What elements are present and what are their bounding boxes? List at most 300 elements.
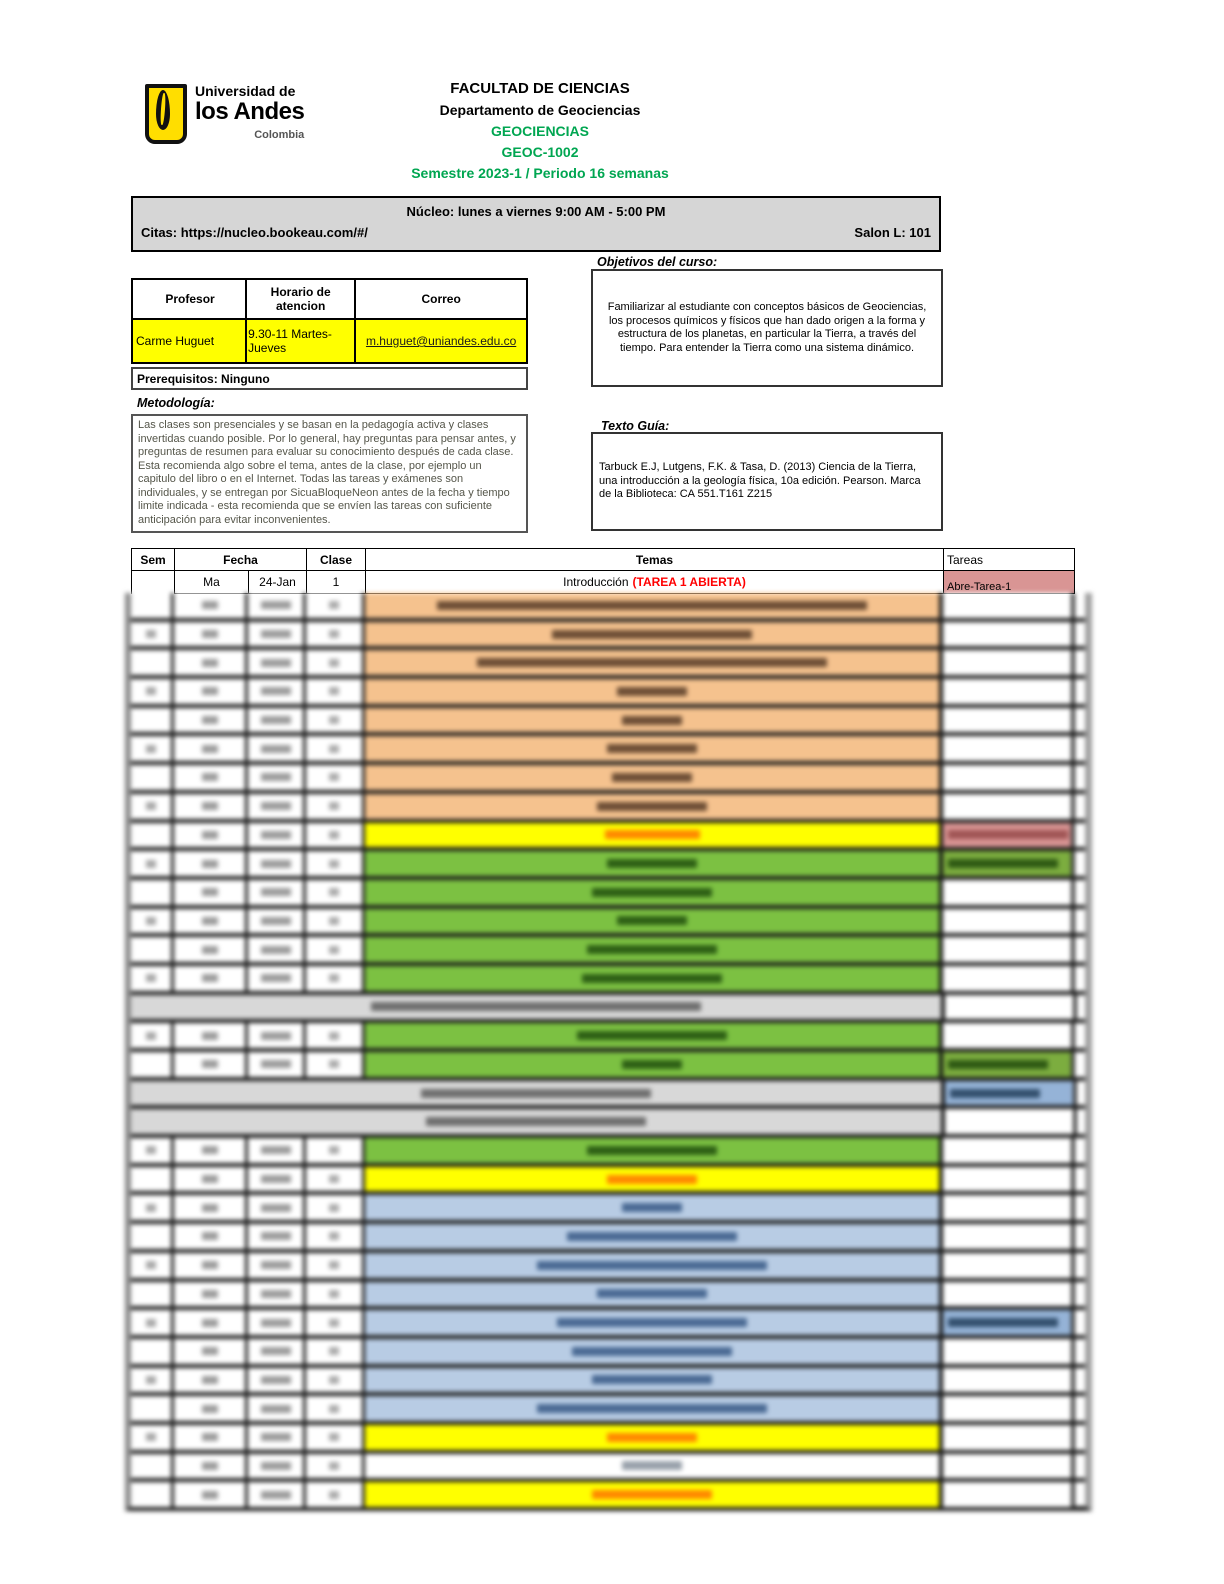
- redacted-cell: [943, 650, 1075, 675]
- redacted-text: [329, 687, 339, 695]
- redacted-text: [552, 630, 752, 639]
- redacted-text: [202, 1433, 218, 1441]
- redacted-cell: [131, 1282, 174, 1307]
- salon-label: Salon L: 101: [854, 225, 931, 240]
- redacted-cell: [365, 622, 943, 647]
- redacted-schedule-row: [131, 1396, 1085, 1425]
- redacted-schedule-row: [131, 1023, 1085, 1052]
- redacted-text: [329, 831, 339, 839]
- redacted-cell: [131, 1224, 174, 1249]
- redacted-text: [261, 831, 291, 839]
- redacted-cell: [131, 1482, 174, 1507]
- redacted-text: [202, 773, 218, 781]
- department-title: Departamento de Geociencias: [439, 102, 641, 118]
- redacted-cell: [943, 1138, 1075, 1163]
- texto-guia-text: Tarbuck E.J, Lutgens, F.K. & Tasa, D. (2013) Ciencia de la Tierra, una introducción a la geología física, 10a edición. Pearson. Marca de la Biblioteca: CA 551.T161 Z215: [599, 461, 921, 501]
- redacted-text: [202, 860, 218, 868]
- redacted-cell: [131, 708, 174, 733]
- objetivos-text: Familiarizar al estudiante con conceptos básicos de Geociencias, los procesos químicos y físicos que han dado origen a la forma y estructura de los planetas, en particular la Tierra, a través del tiempo. Para entender la Tierra como una sistema dinámico.: [607, 301, 927, 354]
- redacted-schedule-row: [131, 1052, 1085, 1081]
- redacted-cell: [365, 765, 943, 790]
- schedule-col-fecha: Fecha: [174, 548, 306, 571]
- schedule-col-sem: Sem: [131, 548, 174, 571]
- redacted-text: [329, 745, 339, 753]
- redacted-cell: [943, 880, 1075, 905]
- redacted-schedule-body: [125, 593, 1092, 1511]
- redacted-cell: [943, 794, 1075, 819]
- redacted-text: [202, 1462, 218, 1470]
- redacted-text: [587, 945, 717, 954]
- redacted-cell: [174, 909, 248, 934]
- redacted-cell: [365, 823, 943, 848]
- redacted-text: [329, 773, 339, 781]
- redacted-schedule-row: [131, 622, 1085, 651]
- logo-line3: Colombia: [254, 129, 305, 141]
- redacted-text: [329, 1032, 339, 1040]
- redacted-cell: [248, 1167, 306, 1192]
- redacted-text: [261, 1175, 291, 1183]
- redacted-cell: [248, 909, 306, 934]
- redacted-text: [261, 1319, 291, 1327]
- redacted-text: [261, 659, 291, 667]
- redacted-cell: [248, 1396, 306, 1421]
- redacted-text: [261, 1347, 291, 1355]
- redacted-cell: [174, 1282, 248, 1307]
- redacted-schedule-row: [131, 1310, 1085, 1339]
- redacted-cell: [248, 966, 306, 991]
- prerequisites-box: Prerequisitos: Ninguno: [131, 367, 528, 390]
- redacted-cell: [131, 1396, 174, 1421]
- redacted-text: [329, 1433, 339, 1441]
- redacted-schedule-rows: [125, 593, 1092, 1511]
- row1-tarea-link[interactable]: Abre-Tarea-1: [943, 571, 1075, 594]
- redacted-cell: [365, 851, 943, 876]
- redacted-text: [146, 745, 156, 753]
- professor-name: Carme Huguet: [132, 319, 246, 363]
- redacted-text: [329, 716, 339, 724]
- redacted-cell: [131, 880, 174, 905]
- redacted-text: [202, 745, 218, 753]
- redacted-text: [146, 974, 156, 982]
- redacted-text: [592, 888, 712, 897]
- redacted-cell: [131, 1253, 174, 1278]
- redacted-cell: [943, 1023, 1075, 1048]
- redacted-cell: [365, 794, 943, 819]
- redacted-cell: [131, 1368, 174, 1393]
- redacted-text: [261, 1204, 291, 1212]
- nucleo-schedule: Núcleo: lunes a viernes 9:00 AM - 5:00 PM: [406, 204, 666, 219]
- redacted-text: [948, 830, 1068, 839]
- redacted-schedule-row: [131, 1167, 1085, 1196]
- redacted-cell: [174, 1138, 248, 1163]
- metodologia-text: Las clases son presenciales y se basan en la pedagogía activa y clases invertidas cuando posible. Por lo general, hay preguntas para pensar antes, y preguntas de resumen para evaluar su conocimiento después de cada clase. Esta recomienda algo sobre el tema, antes de la clase, por ejemplo un capitulo del libro o en el Internet. Todas las tareas y exámenes son individuales, y se entregan por SicuaBloqueNeon antes de la fecha y tiempo limite indicada - esta recomienda que se envíen las tareas con suficiente anticipación para evitar inconvenientes.: [131, 414, 528, 533]
- redacted-text: [557, 1318, 747, 1327]
- redacted-schedule-row: [131, 909, 1085, 938]
- redacted-cell: [306, 1454, 365, 1479]
- redacted-cell: [248, 1310, 306, 1335]
- program-title: GEOCIENCIAS: [490, 123, 589, 139]
- redacted-cell: [174, 1052, 248, 1077]
- professor-email-link[interactable]: m.huguet@uniandes.edu.co: [365, 334, 517, 348]
- redacted-cell: [943, 1167, 1075, 1192]
- redacted-text: [592, 1375, 712, 1384]
- redacted-text: [329, 1319, 339, 1327]
- redacted-text: [329, 659, 339, 667]
- redacted-text: [146, 1032, 156, 1040]
- row1-day: Ma: [174, 571, 248, 594]
- redacted-schedule-row: [131, 823, 1085, 852]
- redacted-cell: [131, 1023, 174, 1048]
- col-correo: Correo: [355, 279, 527, 319]
- redacted-cell: [306, 966, 365, 991]
- redacted-text: [329, 1405, 339, 1413]
- redacted-text: [261, 917, 291, 925]
- redacted-cell: [174, 1167, 248, 1192]
- redacted-text: [592, 1490, 712, 1499]
- redacted-text: [261, 773, 291, 781]
- redacted-cell: [174, 765, 248, 790]
- redacted-text: [202, 802, 218, 810]
- redacted-cell: [174, 679, 248, 704]
- redacted-cell: [248, 708, 306, 733]
- redacted-text: [202, 1261, 218, 1269]
- redacted-text: [597, 802, 707, 811]
- redacted-cell: [306, 1425, 365, 1450]
- schedule-row-1: [131, 571, 1075, 594]
- redacted-text: [617, 916, 687, 925]
- redacted-text: [202, 946, 218, 954]
- redacted-cell: [174, 1195, 248, 1220]
- redacted-text: [261, 1146, 291, 1154]
- redacted-schedule-row: [131, 1138, 1085, 1167]
- redacted-text: [567, 1232, 737, 1241]
- redacted-cell: [365, 1023, 943, 1048]
- redacted-cell: [174, 937, 248, 962]
- redacted-cell: [174, 794, 248, 819]
- redacted-text: [329, 860, 339, 868]
- redacted-text: [622, 1461, 682, 1470]
- redacted-text: [329, 1347, 339, 1355]
- redacted-cell: [131, 765, 174, 790]
- redacted-text: [261, 946, 291, 954]
- redacted-text: [329, 1146, 339, 1154]
- redacted-cell: [248, 1282, 306, 1307]
- redacted-text: [572, 1347, 732, 1356]
- redacted-text: [371, 1002, 701, 1011]
- redacted-text: [582, 974, 722, 983]
- redacted-cell: [943, 1396, 1075, 1421]
- redacted-text: [202, 917, 218, 925]
- redacted-cell: [174, 1454, 248, 1479]
- redacted-schedule-row: [131, 708, 1085, 737]
- redacted-cell: [131, 736, 174, 761]
- redacted-cell: [174, 1023, 248, 1048]
- redacted-cell: [131, 593, 174, 618]
- redacted-cell: [131, 794, 174, 819]
- redacted-text: [261, 1491, 291, 1499]
- redacted-text: [261, 802, 291, 810]
- redacted-cell: [306, 794, 365, 819]
- redacted-cell: [248, 1425, 306, 1450]
- redacted-text: [261, 716, 291, 724]
- redacted-text: [202, 974, 218, 982]
- row1-tema: [365, 571, 943, 594]
- redacted-cell: [174, 650, 248, 675]
- redacted-text: [607, 1175, 697, 1184]
- professor-table: [131, 278, 528, 364]
- schedule-col-tareas: Tareas: [943, 548, 1075, 571]
- redacted-text: [146, 630, 156, 638]
- redacted-text: [261, 1405, 291, 1413]
- redacted-cell: [306, 1138, 365, 1163]
- redacted-cell: [943, 593, 1075, 618]
- redacted-text: [202, 630, 218, 638]
- redacted-cell: [306, 880, 365, 905]
- redacted-cell: [365, 1368, 943, 1393]
- redacted-text: [202, 1175, 218, 1183]
- redacted-schedule-row: [131, 593, 1085, 622]
- redacted-cell: [131, 1081, 945, 1106]
- redacted-cell: [365, 1138, 943, 1163]
- schedule-header-row: [131, 548, 1075, 571]
- redacted-text: [329, 1290, 339, 1298]
- redacted-text: [261, 1376, 291, 1384]
- redacted-text: [329, 1204, 339, 1212]
- redacted-text: [261, 1060, 291, 1068]
- redacted-cell: [174, 851, 248, 876]
- redacted-text: [261, 1290, 291, 1298]
- redacted-cell: [365, 1052, 943, 1077]
- redacted-text: [202, 659, 218, 667]
- redacted-cell: [943, 1052, 1075, 1077]
- redacted-cell: [365, 679, 943, 704]
- redacted-text: [146, 1261, 156, 1269]
- redacted-cell: [306, 1282, 365, 1307]
- redacted-cell: [131, 1425, 174, 1450]
- redacted-text: [202, 1376, 218, 1384]
- redacted-cell: [131, 1310, 174, 1335]
- redacted-cell: [365, 909, 943, 934]
- redacted-cell: [248, 937, 306, 962]
- redacted-cell: [248, 1195, 306, 1220]
- schedule-col-clase: Clase: [306, 548, 365, 571]
- course-code: GEOC-1002: [501, 144, 579, 160]
- redacted-text: [202, 1347, 218, 1355]
- redacted-text: [202, 1405, 218, 1413]
- redacted-text: [261, 1232, 291, 1240]
- redacted-cell: [248, 1339, 306, 1364]
- redacted-text: [261, 1261, 291, 1269]
- redacted-cell: [174, 1224, 248, 1249]
- redacted-cell: [943, 708, 1075, 733]
- redacted-cell: [248, 622, 306, 647]
- redacted-text: [587, 1146, 717, 1155]
- redacted-text: [329, 974, 339, 982]
- objetivos-label: Objetivos del curso:: [597, 255, 718, 269]
- redacted-cell: [248, 1224, 306, 1249]
- redacted-text: [329, 946, 339, 954]
- redacted-cell: [306, 1224, 365, 1249]
- redacted-cell: [174, 736, 248, 761]
- redacted-cell: [306, 1052, 365, 1077]
- redacted-text: [261, 860, 291, 868]
- redacted-cell: [248, 880, 306, 905]
- redacted-cell: [131, 823, 174, 848]
- redacted-cell: [365, 1454, 943, 1479]
- redacted-cell: [943, 1482, 1075, 1507]
- redacted-text: [261, 888, 291, 896]
- redacted-text: [146, 1433, 156, 1441]
- redacted-text: [261, 687, 291, 695]
- redacted-text: [202, 1204, 218, 1212]
- redacted-cell: [174, 1253, 248, 1278]
- redacted-cell: [943, 851, 1075, 876]
- redacted-text: [622, 1060, 682, 1069]
- redacted-text: [329, 601, 339, 609]
- redacted-text: [329, 917, 339, 925]
- redacted-cell: [248, 650, 306, 675]
- redacted-cell: [306, 650, 365, 675]
- redacted-cell: [248, 1368, 306, 1393]
- redacted-schedule-row: [131, 1339, 1085, 1368]
- redacted-text: [146, 1319, 156, 1327]
- redacted-text: [202, 888, 218, 896]
- redacted-text: [950, 1089, 1040, 1098]
- redacted-cell: [306, 937, 365, 962]
- redacted-cell: [131, 1052, 174, 1077]
- redacted-text: [146, 802, 156, 810]
- redacted-cell: [306, 708, 365, 733]
- redacted-schedule-row: [131, 966, 1085, 995]
- redacted-cell: [174, 593, 248, 618]
- redacted-cell: [131, 622, 174, 647]
- redacted-text: [329, 1491, 339, 1499]
- redacted-cell: [306, 1482, 365, 1507]
- redacted-cell: [131, 1195, 174, 1220]
- redacted-cell: [943, 1310, 1075, 1335]
- redacted-cell: [131, 1454, 174, 1479]
- redacted-cell: [174, 1368, 248, 1393]
- redacted-cell: [174, 622, 248, 647]
- redacted-cell: [943, 1253, 1075, 1278]
- redacted-cell: [365, 1224, 943, 1249]
- redacted-cell: [943, 765, 1075, 790]
- redacted-cell: [365, 1253, 943, 1278]
- redacted-schedule-row: [131, 1454, 1085, 1483]
- redacted-cell: [174, 708, 248, 733]
- logo-line2: los Andes: [195, 98, 305, 125]
- redacted-cell: [248, 851, 306, 876]
- redacted-cell: [365, 1195, 943, 1220]
- redacted-cell: [248, 1023, 306, 1048]
- redacted-text: [607, 744, 697, 753]
- redacted-cell: [131, 909, 174, 934]
- redacted-cell: [365, 708, 943, 733]
- redacted-cell: [365, 593, 943, 618]
- redacted-text: [261, 630, 291, 638]
- redacted-cell: [306, 736, 365, 761]
- redacted-text: [261, 1462, 291, 1470]
- redacted-cell: [306, 1339, 365, 1364]
- redacted-text: [329, 1376, 339, 1384]
- redacted-text: [146, 860, 156, 868]
- redacted-text: [202, 831, 218, 839]
- redacted-schedule-row: [131, 1282, 1085, 1311]
- redacted-cell: [131, 966, 174, 991]
- redacted-schedule-row: [131, 937, 1085, 966]
- redacted-cell: [248, 1482, 306, 1507]
- redacted-cell: [943, 966, 1075, 991]
- redacted-cell: [174, 1396, 248, 1421]
- redacted-text: [426, 1117, 646, 1126]
- redacted-text: [202, 1146, 218, 1154]
- redacted-text: [607, 1433, 697, 1442]
- redacted-text: [597, 1289, 707, 1298]
- redacted-schedule-row: [131, 880, 1085, 909]
- redacted-schedule-row: [131, 765, 1085, 794]
- redacted-cell: [306, 1023, 365, 1048]
- redacted-cell: [365, 966, 943, 991]
- redacted-cell: [943, 1454, 1075, 1479]
- redacted-text: [261, 974, 291, 982]
- redacted-text: [329, 1261, 339, 1269]
- redacted-cell: [943, 1195, 1075, 1220]
- redacted-text: [261, 601, 291, 609]
- redacted-cell: [306, 622, 365, 647]
- citas-url: Citas: https://nucleo.bookeau.com/#/: [141, 225, 368, 240]
- redacted-text: [146, 917, 156, 925]
- redacted-text: [948, 1318, 1058, 1327]
- redacted-text: [329, 1232, 339, 1240]
- redacted-schedule-row: [131, 736, 1085, 765]
- redacted-schedule-row: [131, 1195, 1085, 1224]
- redacted-cell: [248, 823, 306, 848]
- redacted-schedule-row: [131, 650, 1085, 679]
- redacted-text: [329, 1060, 339, 1068]
- redacted-cell: [365, 1167, 943, 1192]
- redacted-text: [329, 888, 339, 896]
- redacted-cell: [248, 679, 306, 704]
- redacted-cell: [365, 1310, 943, 1335]
- redacted-cell: [248, 1052, 306, 1077]
- redacted-cell: [365, 1482, 943, 1507]
- redacted-cell: [131, 1339, 174, 1364]
- redacted-cell: [943, 1368, 1075, 1393]
- redacted-text: [622, 1203, 682, 1212]
- redacted-text: [948, 859, 1058, 868]
- redacted-cell: [174, 823, 248, 848]
- redacted-schedule-row: [131, 679, 1085, 708]
- redacted-cell: [131, 995, 945, 1020]
- redacted-text: [607, 859, 697, 868]
- redacted-cell: [306, 1310, 365, 1335]
- redacted-cell: [306, 823, 365, 848]
- redacted-cell: [131, 679, 174, 704]
- redacted-text: [202, 1232, 218, 1240]
- row1-sem: [131, 571, 174, 594]
- redacted-cell: [131, 1109, 945, 1134]
- redacted-schedule-row: [131, 1482, 1085, 1511]
- redacted-cell: [174, 880, 248, 905]
- redacted-text: [605, 830, 700, 839]
- row1-tarea-alert: (TAREA 1 ABIERTA): [632, 575, 746, 589]
- redacted-cell: [943, 1425, 1075, 1450]
- redacted-cell: [131, 937, 174, 962]
- redacted-text: [622, 716, 682, 725]
- redacted-schedule-row: [131, 995, 1085, 1024]
- redacted-cell: [131, 650, 174, 675]
- redacted-text: [261, 745, 291, 753]
